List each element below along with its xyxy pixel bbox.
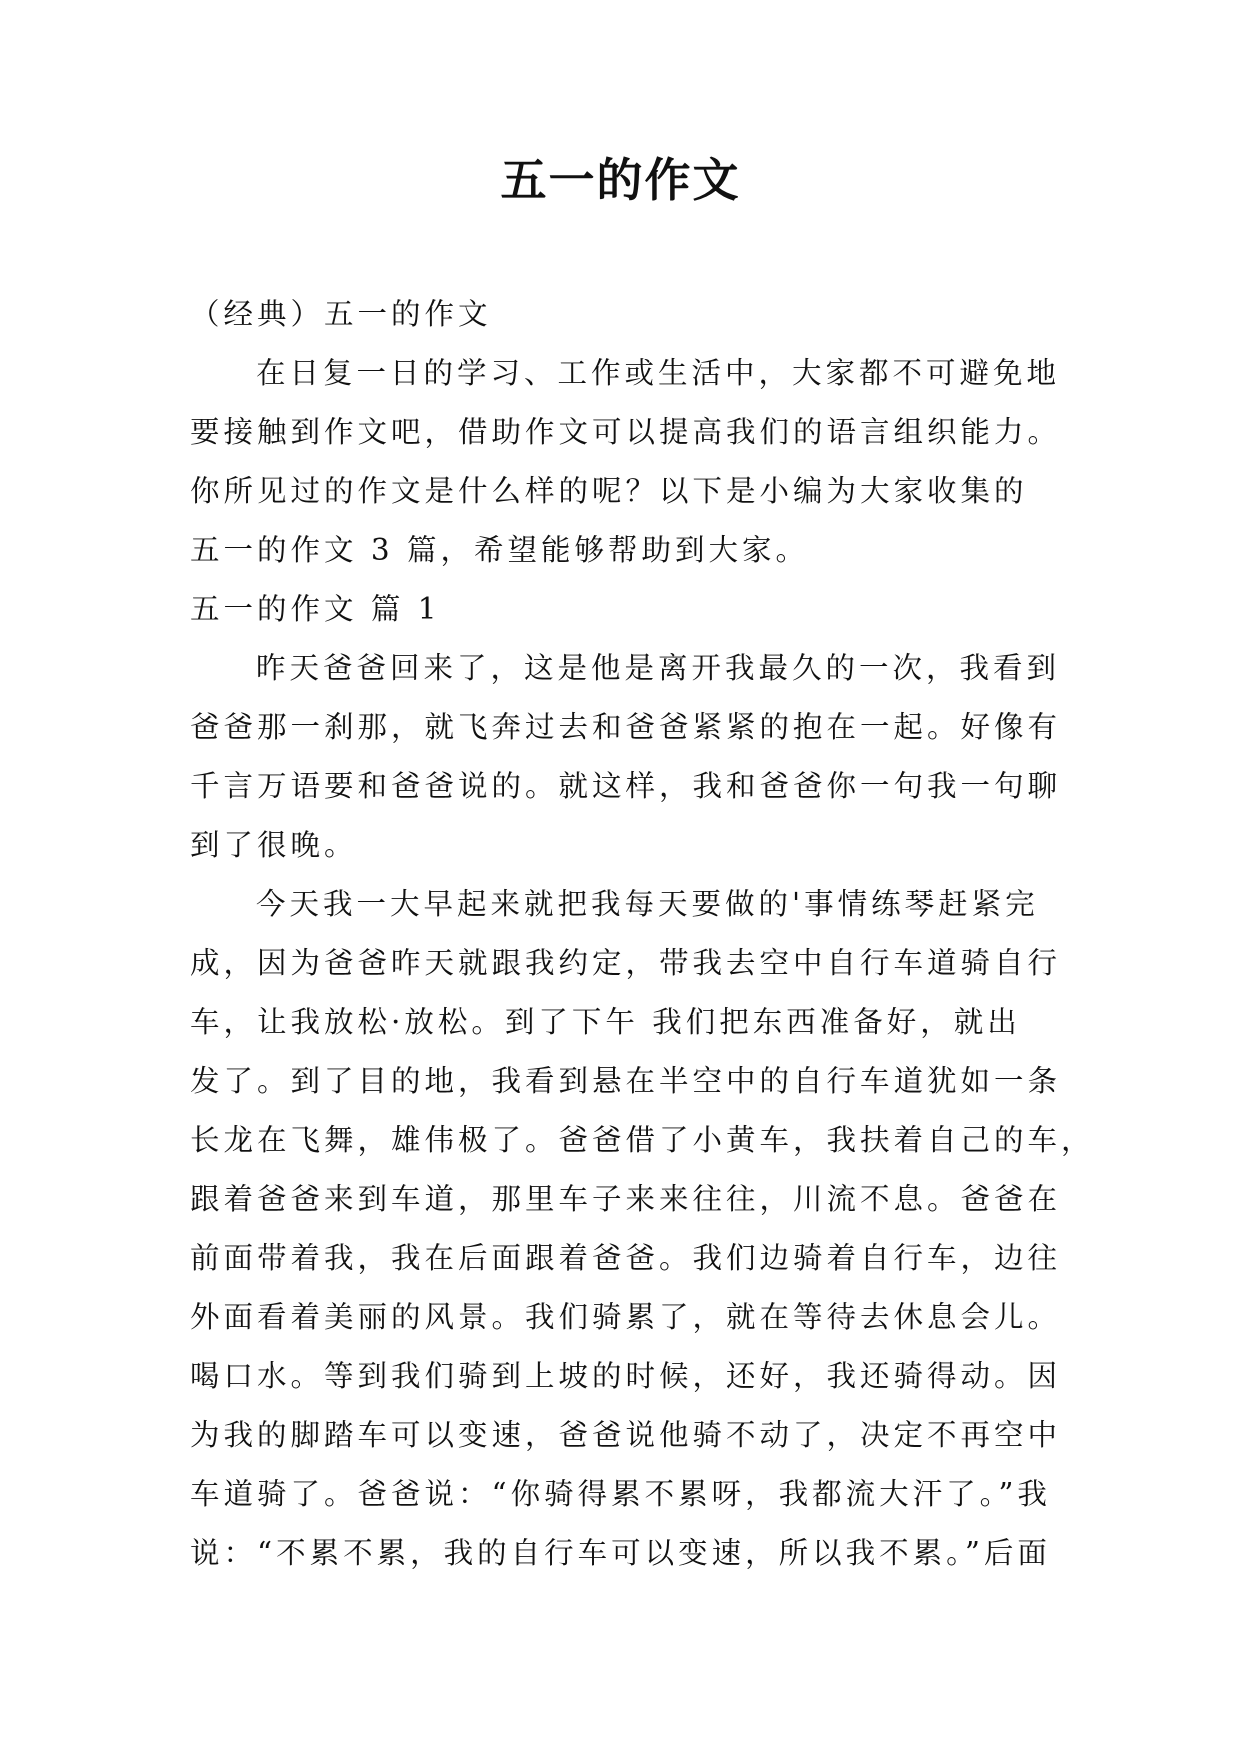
document-title: 五一的作文 — [500, 153, 741, 207]
text-line: 喝口水。等到我们骑到上坡的时候，还好，我还骑得动。因 — [190, 1359, 1062, 1393]
text-line: 要接触到作文吧，借助作文可以提高我们的语言组织能力。 — [190, 415, 1062, 449]
text-line: 外面看着美丽的风景。我们骑累了，就在等待去休息会儿。 — [190, 1300, 1062, 1334]
text-line: 长龙在飞舞，雄伟极了。爸爸借了小黄车，我扶着自己的车， — [190, 1123, 1095, 1157]
text-line: 今天我一大早起来就把我每天要做的'事情练琴赶紧完 — [256, 887, 1039, 921]
text-line: 车道骑了。爸爸说：“你骑得累不累呀，我都流大汗了。”我 — [190, 1477, 1051, 1511]
text-line: 车，让我放松·放松。到了下午 我们把东西准备好，就出 — [190, 1005, 1021, 1039]
text-line: 到了很晚。 — [190, 828, 358, 862]
text-line: 千言万语要和爸爸说的。就这样，我和爸爸你一句我一句聊 — [190, 769, 1062, 803]
text-line: 前面带着我，我在后面跟着爸爸。我们边骑着自行车，边往 — [190, 1241, 1062, 1275]
text-line: 说：“不累不累，我的自行车可以变速，所以我不累。”后面 — [190, 1536, 1051, 1570]
text-line: 昨天爸爸回来了，这是他是离开我最久的一次，我看到 — [256, 651, 1061, 685]
text-line: 爸爸那一刹那，就飞奔过去和爸爸紧紧的抱在一起。好像有 — [190, 710, 1062, 744]
text-line: 跟着爸爸来到车道，那里车子来来往往，川流不息。爸爸在 — [190, 1182, 1062, 1216]
text-line: 五一的作文 3 篇，希望能够帮助到大家。 — [190, 533, 810, 567]
text-line: 五一的作文 篇 1 — [190, 592, 441, 626]
text-line: 你所见过的作文是什么样的呢？以下是小编为大家收集的 — [190, 474, 1028, 508]
text-line: 成，因为爸爸昨天就跟我约定，带我去空中自行车道骑自行 — [190, 946, 1062, 980]
text-line: 发了。到了目的地，我看到悬在半空中的自行车道犹如一条 — [190, 1064, 1062, 1098]
text-line: （经典）五一的作文 — [190, 297, 492, 331]
text-line: 在日复一日的学习、工作或生活中，大家都不可避免地 — [256, 356, 1061, 390]
text-line: 为我的脚踏车可以变速，爸爸说他骑不动了，决定不再空中 — [190, 1418, 1062, 1452]
document-body — [190, 285, 1095, 1583]
